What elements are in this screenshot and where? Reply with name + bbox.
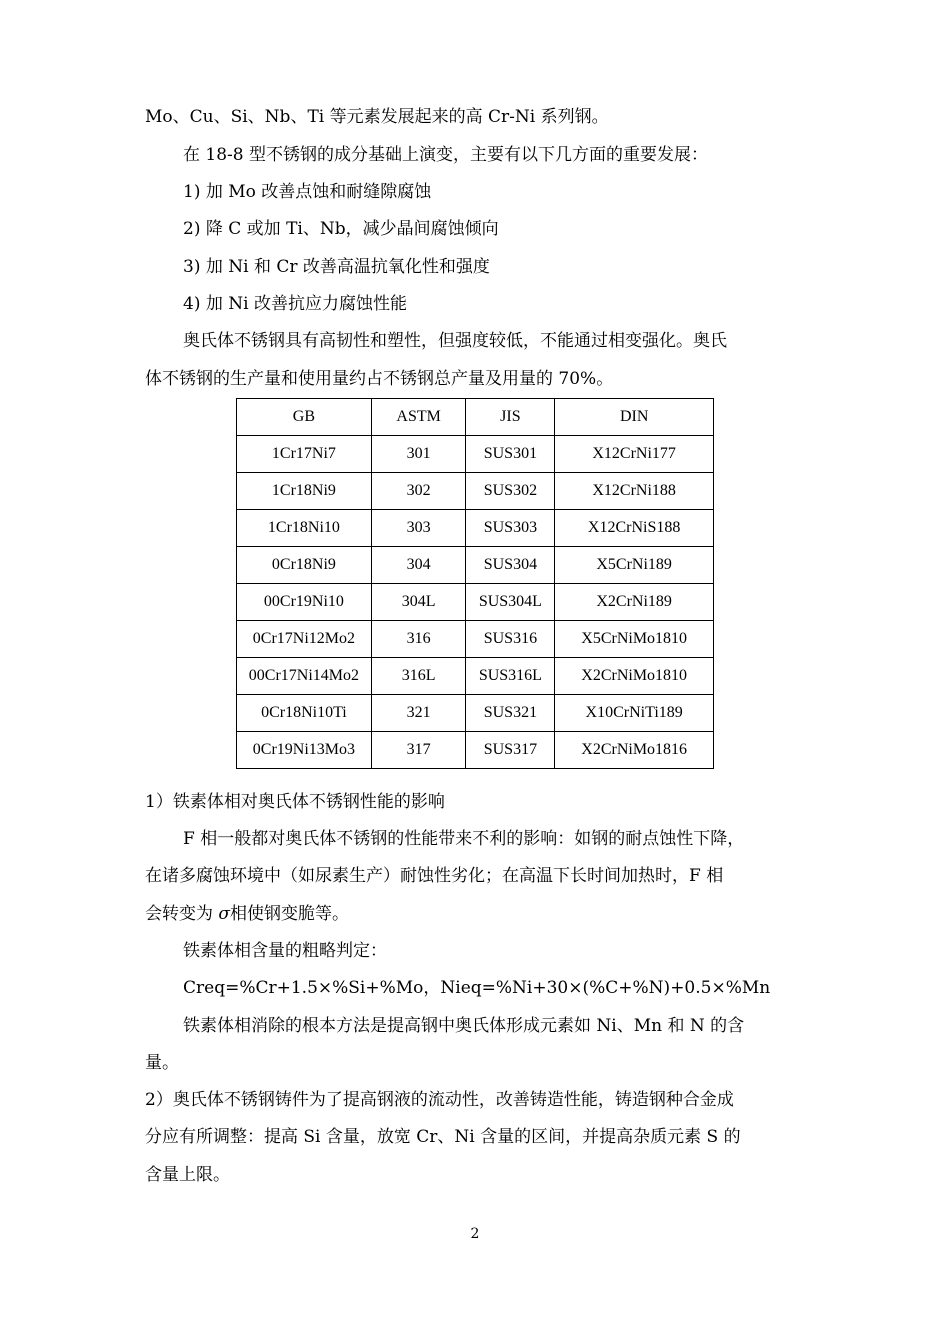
paragraph-line: 在诸多腐蚀环境中（如尿素生产）耐蚀性劣化；在高温下长时间加热时，F 相 <box>145 866 724 886</box>
list-item: 2) 降 C 或加 Ti、Nb，减少晶间腐蚀倾向 <box>183 219 499 239</box>
table-cell: X12CrNi177 <box>555 436 714 473</box>
table-cell: X5CrNi189 <box>555 547 714 584</box>
table-cell: SUS301 <box>466 436 555 473</box>
paragraph-line: 2）奥氏体不锈钢铸件为了提高钢液的流动性，改善铸造性能，铸造钢种合金成 <box>145 1090 734 1110</box>
table-cell: SUS304 <box>466 547 555 584</box>
table-cell: X5CrNiMo1810 <box>555 621 714 658</box>
table-cell: SUS316 <box>466 621 555 658</box>
table-cell: 0Cr18Ni9 <box>237 547 372 584</box>
table-row <box>237 547 714 584</box>
list-item: 1) 加 Mo 改善点蚀和耐缝隙腐蚀 <box>183 182 432 202</box>
table-header-cell: DIN <box>555 399 714 436</box>
table-cell: X12CrNiS188 <box>555 510 714 547</box>
table-cell: 321 <box>371 695 466 732</box>
table-cell: 0Cr17Ni12Mo2 <box>237 621 372 658</box>
table-cell: 316 <box>371 621 466 658</box>
table-cell: SUS321 <box>466 695 555 732</box>
table-row <box>237 695 714 732</box>
table-row <box>237 584 714 621</box>
table-row <box>237 621 714 658</box>
table-cell: X2CrNiMo1810 <box>555 658 714 695</box>
paragraph-line: Mo、Cu、Si、Nb、Ti 等元素发展起来的高 Cr-Ni 系列钢。 <box>145 107 609 127</box>
table-cell: 0Cr19Ni13Mo3 <box>237 732 372 769</box>
table-cell: 00Cr17Ni14Mo2 <box>237 658 372 695</box>
steel-grade-table <box>236 398 714 769</box>
table-cell: 1Cr18Ni10 <box>237 510 372 547</box>
table-row <box>237 473 714 510</box>
table-cell: 1Cr18Ni9 <box>237 473 372 510</box>
paragraph-line: 分应有所调整：提高 Si 含量，放宽 Cr、Ni 含量的区间，并提高杂质元素 S 的 <box>145 1127 741 1147</box>
table-cell: 317 <box>371 732 466 769</box>
table-cell: SUS316L <box>466 658 555 695</box>
text-run: 会转变为 <box>145 904 219 924</box>
table-cell: 303 <box>371 510 466 547</box>
table-cell: X10CrNiTi189 <box>555 695 714 732</box>
table-header-cell: GB <box>237 399 372 436</box>
table-cell: SUS302 <box>466 473 555 510</box>
table-row <box>237 658 714 695</box>
paragraph-line: F 相一般都对奥氏体不锈钢的性能带来不利的影响：如钢的耐点蚀性下降， <box>183 829 745 849</box>
paragraph-line: 体不锈钢的生产量和使用量约占不锈钢总产量及用量的 70%。 <box>145 369 614 389</box>
table-row <box>237 732 714 769</box>
paragraph-line: 奥氏体不锈钢具有高韧性和塑性，但强度较低，不能通过相变强化。奥氏 <box>183 331 727 351</box>
text-run: 相使钢变脆等。 <box>230 904 350 924</box>
paragraph-line <box>145 901 805 927</box>
table-cell: SUS304L <box>466 584 555 621</box>
table-cell: 1Cr17Ni7 <box>237 436 372 473</box>
paragraph-line: 量。 <box>145 1053 179 1073</box>
table-cell: 301 <box>371 436 466 473</box>
table-cell: 302 <box>371 473 466 510</box>
table-cell: X12CrNi188 <box>555 473 714 510</box>
section-heading: 1）铁素体相对奥氏体不锈钢性能的影响 <box>145 792 445 812</box>
table-row <box>237 436 714 473</box>
table-cell: X2CrNiMo1816 <box>555 732 714 769</box>
paragraph-line: 含量上限。 <box>145 1165 230 1185</box>
table-header-cell: JIS <box>466 399 555 436</box>
sigma-symbol: σ <box>218 904 231 924</box>
page-number: 2 <box>470 1226 480 1242</box>
paragraph-line: 铁素体相含量的粗略判定： <box>183 941 387 961</box>
formula-line: Creq=%Cr+1.5×%Si+%Mo，Nieq=%Ni+30×(%C+%N)+0.5×%Mn <box>183 978 771 998</box>
table-cell: 316L <box>371 658 466 695</box>
paragraph-line: 铁素体相消除的根本方法是提高钢中奥氏体形成元素如 Ni、Mn 和 N 的含 <box>183 1016 745 1036</box>
paragraph-line: 在 18-8 型不锈钢的成分基础上演变，主要有以下几方面的重要发展： <box>183 145 708 165</box>
table-cell: SUS317 <box>466 732 555 769</box>
list-item: 3) 加 Ni 和 Cr 改善高温抗氧化性和强度 <box>183 257 490 277</box>
table-header-row <box>237 399 714 436</box>
table-cell: 304 <box>371 547 466 584</box>
table-cell: 304L <box>371 584 466 621</box>
table-row <box>237 510 714 547</box>
table-cell: 0Cr18Ni10Ti <box>237 695 372 732</box>
table-header-cell: ASTM <box>371 399 466 436</box>
table-cell: SUS303 <box>466 510 555 547</box>
table-cell: 00Cr19Ni10 <box>237 584 372 621</box>
list-item: 4) 加 Ni 改善抗应力腐蚀性能 <box>183 294 407 314</box>
table-cell: X2CrNi189 <box>555 584 714 621</box>
